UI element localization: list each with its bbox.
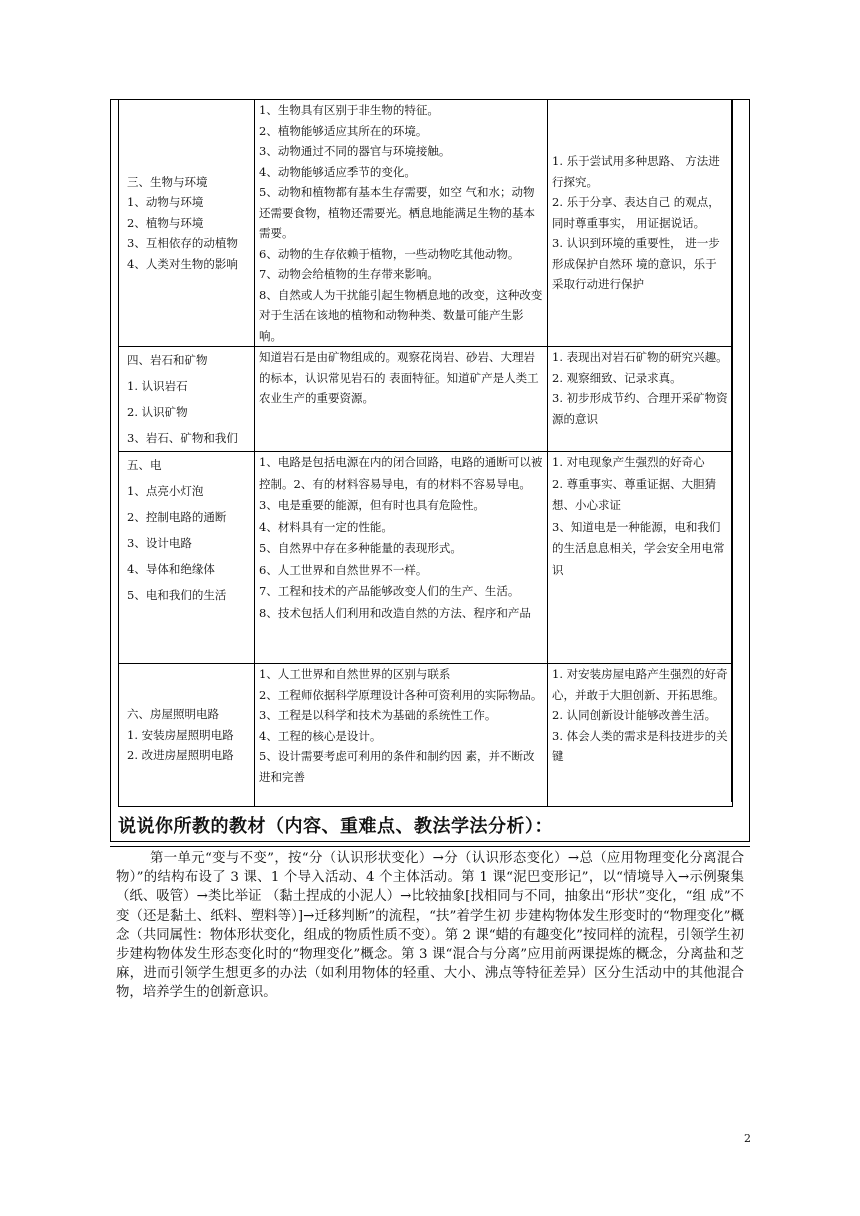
cell-line: 四、岩石和矿物 bbox=[127, 353, 208, 367]
cell-line: 知道岩石是由矿物组成的。观察花岗岩、砂岩、大理岩的标本，认识常见岩石的 表面特征。知道矿产是人类工农业生产的重要资源。 bbox=[259, 350, 539, 405]
cell-line: 1. 认识岩石 bbox=[127, 379, 188, 393]
cell-line: 3、互相依存的动植物 bbox=[127, 236, 238, 251]
cell-line: 4、材料具有一定的性能。 bbox=[259, 519, 393, 534]
cell-line: 1. 乐于尝试用多种思路、 方法进行探究。 bbox=[552, 154, 720, 189]
cell-line: 1、人工世界和自然世界的区别与联系 bbox=[259, 667, 451, 681]
cell-line: 2. 尊重事实、尊重证据、大胆猜想、小心求证 bbox=[552, 476, 717, 512]
cell-line: 5、动物和植物都有基本生存需要，如空 气和水；动物还需要食物，植物还需要光。栖息地能满足生物的基本需要。 bbox=[259, 185, 535, 240]
cell-line: 4、导体和绝缘体 bbox=[127, 562, 215, 576]
cell-line: 1. 表现出对岩石矿物的研究兴趣。 bbox=[552, 350, 728, 364]
cell-line: 3、动物通过不同的器官与环境接触。 bbox=[259, 144, 451, 158]
cell-line: 六、房屋照明电路 bbox=[127, 707, 219, 722]
curriculum-table bbox=[118, 99, 733, 807]
cell-line: 1. 安装房屋照明电路 bbox=[127, 727, 234, 742]
cell-line: 5、自然界中存在多种能量的表现形式。 bbox=[259, 541, 462, 555]
cell-line: 1、点亮小灯泡 bbox=[127, 484, 204, 498]
cell-line: 五、电 bbox=[127, 458, 162, 472]
cell-line: 7、动物会给植物的生存带来影响。 bbox=[259, 267, 439, 281]
section-title: 说说你所教的教材（内容、重难点、教法学法分析）： bbox=[118, 816, 553, 837]
cell-line: 三、生物与环境 bbox=[127, 174, 208, 189]
table-row bbox=[119, 664, 733, 807]
cell-line: 1、电路是包括电源在内的闭合回路，电路的通断可以被控制。2、有的材料容易导电，有的材料不容易导电。 bbox=[259, 455, 543, 491]
table-row bbox=[119, 100, 733, 347]
cell-line: 1. 对安装房屋电路产生强烈的好奇心，并敢于大胆创新、开拓思维。 bbox=[552, 667, 728, 702]
cell-line: 5、电和我们的生活 bbox=[127, 588, 227, 602]
goal-cell bbox=[548, 100, 733, 347]
cell-line: 4、动物能够适应季节的变化。 bbox=[259, 164, 416, 179]
cell-line: 4、工程的核心是设计。 bbox=[259, 728, 382, 743]
unit-cell bbox=[119, 100, 255, 347]
cell-line: 6、动物的生存依赖于植物，一些动物吃其他动物。 bbox=[259, 246, 520, 261]
cell-line: 1、动物与环境 bbox=[127, 195, 204, 210]
cell-line: 2. 认识矿物 bbox=[127, 405, 188, 419]
unit-cell bbox=[119, 452, 255, 664]
cell-line: 3、电是重要的能源，但有时也具有危险性。 bbox=[259, 498, 485, 512]
cell-line: 7、工程和技术的产品能够改变人们的生产、生活。 bbox=[259, 584, 520, 598]
page-number: 2 bbox=[744, 1132, 751, 1145]
content-cell bbox=[255, 347, 548, 452]
goal-cell bbox=[548, 452, 733, 664]
cell-line: 3、岩石、矿物和我们 bbox=[127, 431, 238, 445]
content-cell bbox=[255, 664, 548, 807]
content-cell bbox=[255, 100, 548, 347]
cell-line: 8、自然或人为干扰能引起生物栖息地的改变，这种改变对于生活在该地的植物和动物种类、数量可能产生影响。 bbox=[259, 287, 543, 343]
cell-line: 1. 对电现象产生强烈的好奇心 bbox=[552, 455, 705, 469]
unit-cell bbox=[119, 664, 255, 807]
cell-line: 6、人工世界和自然世界不一样。 bbox=[259, 562, 428, 577]
table-row bbox=[119, 347, 733, 452]
cell-line: 3. 初步形成节约、合理开采矿物资源的意识 bbox=[552, 391, 728, 426]
unit-cell bbox=[119, 347, 255, 452]
cell-line: 2、植物与环境 bbox=[127, 215, 204, 230]
goal-cell bbox=[548, 347, 733, 452]
body-paragraph: 第一单元“变与不变”，按“分（认识形状变化）→分（认识形态变化）→总（应用物理变化分离混合物）”的结构布设了 3 课、1 个导入活动、4 个主体活动。第 1 课“泥巴变形记”，以“情境导入→示例聚集（纸、吸管）→类比举证 （黏土捏成的小泥人）→比较抽象[找相同与不同，抽象出“形状”变化，“组 成”不变（还是黏土、纸料、塑料等）]→迁移判断”的流程，“扶”着学生初 步建构物体发生形变时的“物理变化”概念（共同属性：物体形状变化，组成的物质性质不变）。第 2 课“蜡的有趣变化”按同样的流程，引领学生初步建构物体发生形态变化时的“物理变化”概念。第 3 课“混合与分离”应用前两课提炼的概念，分离盐和芝麻，进而引领学生想更多的办法（如利用物体的轻重、大小、沸点等特征差异）区分生活动中的其他混合物，培养学生的创新意识。 bbox=[116, 851, 744, 1001]
cell-line: 2、控制电路的通断 bbox=[127, 510, 227, 524]
cell-line: 3、知道电是一种能源，电和我们的生活息息相关，学会安全用电常识 bbox=[552, 519, 725, 577]
cell-line: 3、设计电路 bbox=[127, 536, 192, 550]
cell-line: 2. 认同创新设计能够改善生活。 bbox=[552, 708, 717, 722]
divider bbox=[110, 846, 750, 847]
cell-line: 2、植物能够适应其所在的环境。 bbox=[259, 123, 428, 138]
cell-line: 2. 观察细致、记录求真。 bbox=[552, 370, 682, 385]
cell-line: 5、设计需要考虑可利用的条件和制约因 素，并不断改进和完善 bbox=[259, 749, 535, 784]
cell-line: 2. 改进房屋照明电路 bbox=[127, 748, 234, 763]
cell-line: 1、生物具有区别于非生物的特征。 bbox=[259, 103, 439, 117]
cell-line: 8、技术包括人们利用和改造自然的方法、程序和产品 bbox=[259, 605, 531, 620]
table-row bbox=[119, 452, 733, 664]
cell-line: 4、人类对生物的影响 bbox=[127, 256, 238, 271]
cell-line: 2. 乐于分享、表达自己 的观点，同时尊重事实， 用证据说话。 bbox=[552, 195, 720, 230]
content-cell bbox=[255, 452, 548, 664]
cell-line: 3. 体会人类的需求是科技进步的关键 bbox=[552, 728, 728, 763]
cell-line: 2、工程师依据科学原理设计各种可资利用的实际物品。 bbox=[259, 687, 543, 702]
cell-line: 3. 认识到环境的重要性， 进一步形成保护自然环 境的意识，乐于采取行动进行保护 bbox=[552, 236, 720, 292]
cell-line: 3、工程是以科学和技术为基础的系统性工作。 bbox=[259, 708, 497, 722]
goal-cell bbox=[548, 664, 733, 807]
